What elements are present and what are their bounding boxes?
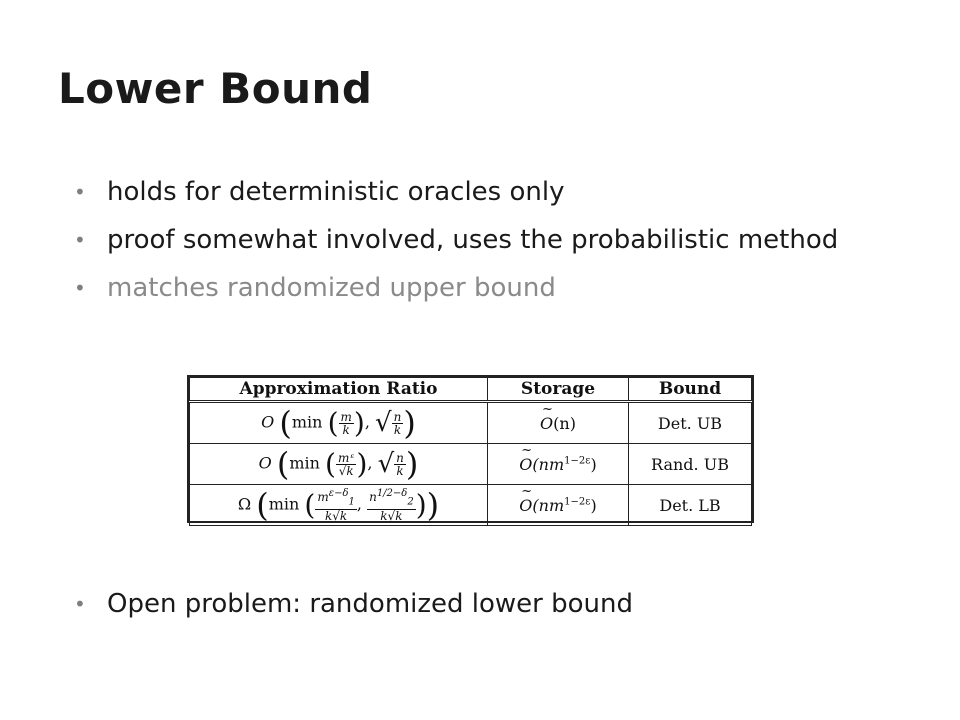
ratio-cell: Ω (min ( $\frac{m^{\varepsilon-\delta}_1}{k√k}$ , $\frac{n^{1/2-\delta}_2}{k√k}$ )) xyxy=(190,485,488,526)
header-approximation-ratio: Approximation Ratio xyxy=(190,378,488,402)
bounds-table xyxy=(187,375,754,523)
table-row xyxy=(190,444,752,485)
bullet-dot-icon: • xyxy=(74,276,86,300)
bullet-item xyxy=(74,222,904,258)
table-row xyxy=(190,402,752,444)
ratio-cell: O (min ( $\frac{m}{k}$ ), √ $\frac{n}{k}$ ) xyxy=(190,402,488,444)
bullet-dot-icon: • xyxy=(74,592,86,616)
storage-cell: ~ O(n) xyxy=(488,402,629,444)
bullet-list xyxy=(74,174,904,318)
slide-title: Lower Bound xyxy=(58,64,373,113)
storage-cell: ~ $O(nm^{1-2\varepsilon})$ xyxy=(488,485,629,526)
table-row xyxy=(190,485,752,526)
bound-cell: Det. LB xyxy=(629,485,752,526)
bullet-text: matches randomized upper bound xyxy=(107,273,556,303)
header-bound: Bound xyxy=(629,378,752,402)
storage-cell: ~ $O(nm^{1-2\varepsilon})$ xyxy=(488,444,629,485)
bullet-item xyxy=(74,174,904,210)
bound-cell: Rand. UB xyxy=(629,444,752,485)
bullet-item xyxy=(74,586,904,622)
bullet-dot-icon: • xyxy=(74,180,86,204)
bullet-text: Open problem: randomized lower bound xyxy=(107,589,634,619)
bound-cell: Det. UB xyxy=(629,402,752,444)
bullet-list-bottom xyxy=(74,586,904,634)
bullet-dot-icon: • xyxy=(74,228,86,252)
bullet-text: proof somewhat involved, uses the probabilistic method xyxy=(107,225,839,255)
bullet-item xyxy=(74,270,904,306)
header-storage: Storage xyxy=(488,378,629,402)
bullet-text: holds for deterministic oracles only xyxy=(107,177,565,207)
ratio-cell: O (min ( $\frac{\text{mᵋ}}{√k}$ ), √ $\frac{n}{k}$ ) xyxy=(190,444,488,485)
